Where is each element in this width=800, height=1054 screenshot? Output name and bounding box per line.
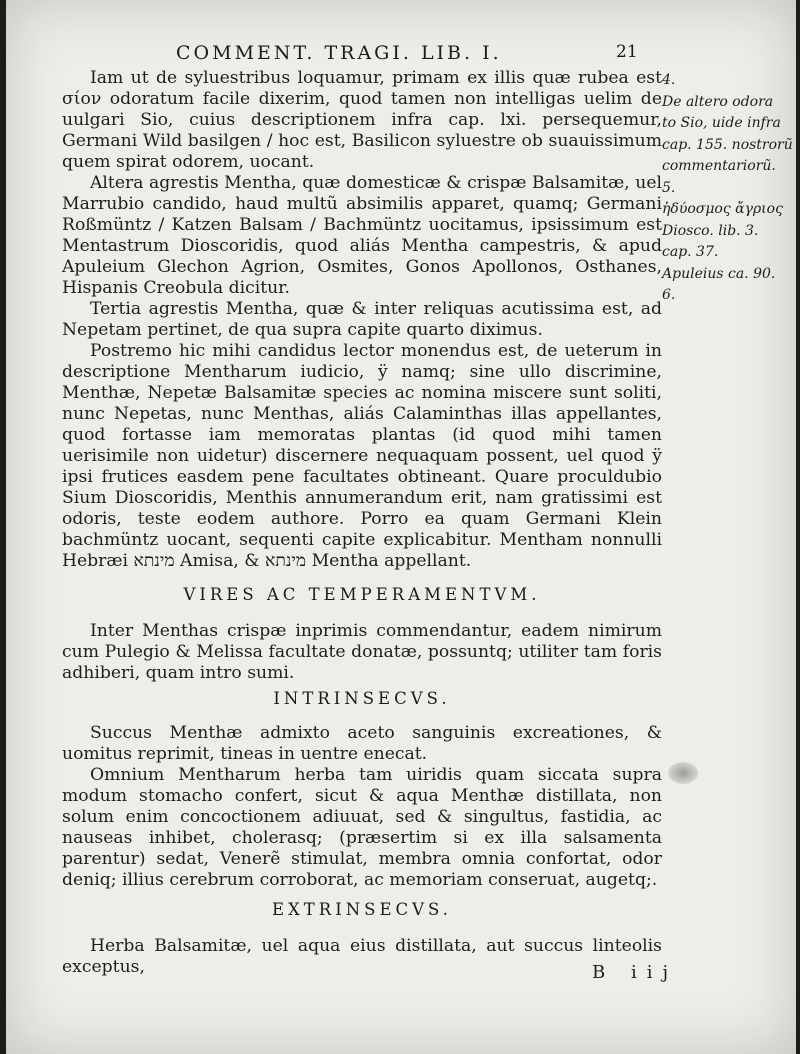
paragraph-postremo: Postremo hic mihi candidus lector monendus est, de ueterum in descriptione Mentharum iudicio, ÿ namq; sine ullo discrimine, Menthæ, Nepetæ Balsamitæ species ac nomina miscere sunt soliti, nunc Nepetas, nunc Menthas, aliás Calaminthas illas appellantes, quod fortasse iam memoratas plantas (id quod mihi tamen uerisimile non uidetur) discernere nequaquam possent, uel quod ÿ ipsi frutices easdem pene facultates obtineant. Quare proculdubio Sium Dioscoridis, Menthis annumerandum erit, nam gratissimi est odoris, teste eodem authore. Porro ea quam Germani Klein bachmüntz uocant, sequenti capite explicabitur. Mentham nonnulli Hebræi מינתא Amisa, & מינתא Mentha appellant.	[62, 341, 662, 571]
marginal-notes	[662, 70, 793, 307]
section-heading-extrinsecus: EXTRINSECVS.	[271, 900, 453, 919]
section-heading-vires: VIRES AC TEMPERAMENTVM.	[183, 585, 541, 604]
margin-note: commentariorũ.	[662, 158, 776, 174]
section-heading-intrinsecus: INTRINSECVS.	[273, 689, 451, 708]
margin-note: 5.	[662, 179, 676, 196]
margin-note: De altero odora	[662, 93, 774, 110]
margin-note: 4.	[662, 72, 676, 88]
paragraph-altera-mentha: Altera agrestis Mentha, quæ domesticæ & crispæ Balsamitæ, uel Marrubio candido, haud multũ absimilis apparet, quamq; Germani Roßmüntz / Katzen Balsam / Bachmüntz uocitamus, ipsissimum est Mentastrum Dioscoridis, quod aliás Mentha campestris, & apud Apuleium Glechon Agrion, Osmites, Gonos Apollonos, Osthanes, Hispanis Creobula dicitur.	[62, 173, 662, 298]
paragraph-sylvestris: Iam ut de syluestribus loquamur, primam ex illis quæ rubea est σίον odoratum facile dixerim, quod tamen non intelligas uelim de uulgari Sio, cuius descriptionem infra cap. lxi. persequemur, Germani Wild basilgen / hoc est, Basilicon syluestre ob suauissimum quem spirat odorem, uocant.	[62, 68, 662, 172]
margin-note: Apuleius ca. 90.	[662, 265, 776, 282]
page-number: 21	[616, 42, 638, 62]
margin-note: to Sio, uide infra	[662, 115, 781, 131]
page-header	[176, 42, 646, 68]
margin-note: ἡδύοσμος ἄγριος	[662, 201, 783, 217]
margin-note: cap. 37.	[662, 244, 719, 260]
paragraph-omnium: Omnium Mentharum herba tam uiridis quam siccata supra modum stomacho confert, sicut & aqua Menthæ distillata, non solum enim concoctionem adiuuat, sed & singultus, fastidia, ac nauseas inhibet, cholerasq; (præsertim si ex illa salsamenta parentur) sedat, Venerẽ stimulat, membra omnia confortat, odor deniq; illius cerebrum corroborat, ac memoriam conseruat, augetq;.	[62, 765, 662, 890]
paragraph-vires: Inter Menthas crispæ inprimis commendantur, eadem nimirum cum Pulegio & Melissa facultate donatæ, possuntq; utiliter tam foris adhiberi, quam intro sumi.	[62, 621, 662, 683]
signature-mark: B iij	[592, 962, 679, 983]
margin-note: Diosco. lib. 3.	[662, 222, 759, 239]
ink-smudge	[668, 762, 698, 784]
running-title: COMMENT. TRAGI. LIB. I.	[176, 42, 502, 64]
main-text-column	[62, 68, 662, 978]
paragraph-tertia-mentha: Tertia agrestis Mentha, quæ & inter reliquas acutissima est, ad Nepetam pertinet, de qua supra capite quarto diximus.	[62, 299, 662, 340]
margin-note: 6.	[662, 287, 676, 303]
margin-note: cap. 155. nostrorũ	[662, 136, 793, 153]
book-page	[6, 0, 796, 1054]
paragraph-succus: Succus Menthæ admixto aceto sanguinis excreationes, & uomitus reprimit, tineas in uentre enecat.	[62, 723, 662, 764]
paragraph-extrinsecus: Herba Balsamitæ, uel aqua eius distillata, aut succus linteolis exceptus,	[62, 936, 662, 977]
